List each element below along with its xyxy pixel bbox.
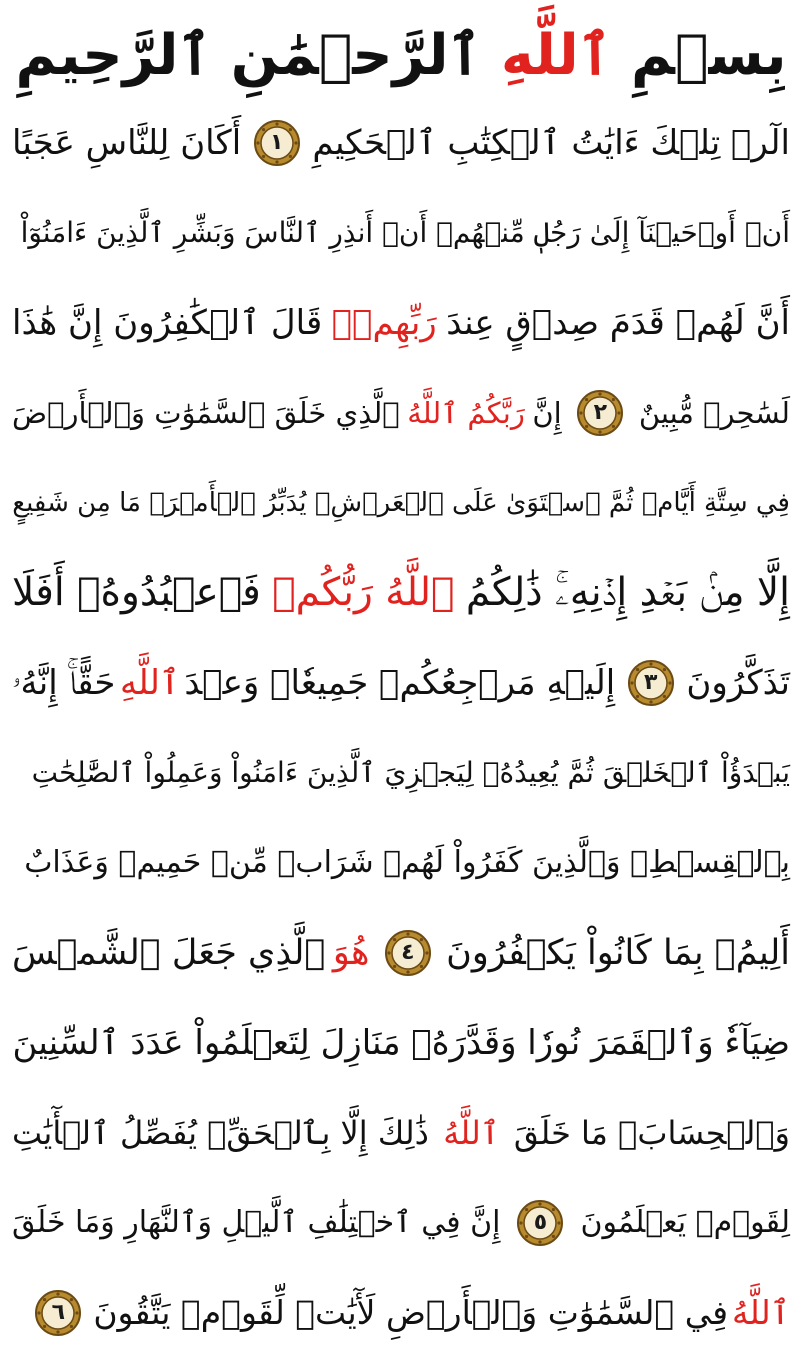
verse-text: أَنۡ أَوۡحَيۡنَآ إِلَىٰ رَجُلٖ مِّنۡهُمۡ أَنۡ أَنذِرِ ٱلنَّاسَ وَبَشِّرِ ٱلَّذِينَ ءَامَنُوٓاْ (20, 216, 790, 249)
verse-text: لِقَوۡمٖ يَعۡلَمُونَ (580, 1205, 790, 1240)
verse-text: ٱلَّذِي خَلَقَ ٱلسَّمَٰوَٰتِ وَٱلۡأَرۡضَ (12, 396, 400, 430)
basmala-bism: بِسۡمِ (631, 23, 787, 88)
divine-name-text: ٱللَّهُ (731, 1293, 790, 1332)
divine-name-text: ٱللَّهُ (443, 1114, 500, 1152)
verse-line (10, 638, 792, 728)
verse-text: أَكَانَ لِلنَّاسِ عَجَبًا (12, 123, 242, 163)
divine-name-text: رَبِّهِمۡۗ (331, 303, 437, 343)
verse-text: فِي سِتَّةِ أَيَّامٖ ثُمَّ ٱسۡتَوَىٰ عَلَى ٱلۡعَرۡشِۖ يُدَبِّرُ ٱلۡأَمۡرَۖ مَا مِن شَفِيعٍ (12, 488, 790, 518)
basmala-header (0, 14, 802, 98)
verse-text: ذَٰلِكَ إِلَّا بِٱلۡحَقِّۚ يُفَصِّلُ ٱلۡأٓيَٰتِ (12, 1114, 429, 1152)
verse-text: حَقًّاۚ إِنَّهُۥ (12, 663, 116, 703)
basmala-allah: ٱللَّهِ (500, 23, 612, 88)
verse-text: إِلَيۡهِ مَرۡجِعُكُمۡ جَمِيعٗاۖ وَعۡدَ (184, 663, 616, 703)
verse-lines (10, 98, 792, 1332)
verse-line (10, 368, 792, 458)
verse-line (10, 548, 792, 638)
divine-name-text: هُوَ (332, 933, 370, 973)
verse-text: وَٱلۡحِسَابَۚ مَا خَلَقَ (513, 1114, 790, 1152)
verse-line (10, 908, 792, 998)
verse-text: بِٱلۡقِسۡطِۚ وَٱلَّذِينَ كَفَرُواْ لَهُمۡ شَرَابٞ مِّنۡ حَمِيمٖ وَعَذَابٌ (24, 845, 790, 880)
ayah-end-marker (383, 928, 433, 978)
verse-text: إِنَّ فِي ٱخۡتِلَٰفِ ٱلَّيۡلِ وَٱلنَّهَارِ وَمَا خَلَقَ (12, 1205, 501, 1240)
verse-text: ٱلَّذِي جَعَلَ ٱلشَّمۡسَ (12, 933, 326, 973)
ayah-number: ١ (270, 130, 284, 155)
ayah-number: ٣ (644, 670, 658, 695)
ayah-number: ٦ (51, 1300, 66, 1325)
ayah-number: ٤ (401, 940, 415, 965)
verse-line (10, 1088, 792, 1178)
basmala-rahman-rahim: ٱلرَّحۡمَٰنِ ٱلرَّحِيمِ (15, 23, 482, 88)
verse-line (10, 458, 792, 548)
ayah-end-marker (252, 118, 302, 168)
verse-line (10, 188, 792, 278)
verse-text: فِي ٱلسَّمَٰوَٰتِ وَٱلۡأَرۡضِ لَأٓيَٰتٖ لِّقَوۡمٖ يَتَّقُونَ (93, 1293, 728, 1332)
verse-line (10, 1178, 792, 1268)
ayah-end-marker (515, 1198, 565, 1248)
verse-line (10, 1268, 792, 1358)
divine-name-text: ٱللَّهُ رَبُّكُمۡ (272, 570, 455, 615)
verse-text: إِلَّا مِنۢ بَعۡدِ إِذۡنِهِۦۚ ذَٰلِكُمُ (465, 570, 790, 615)
ayah-end-marker (626, 658, 676, 708)
divine-name-text: رَبَّكُمُ ٱللَّهُ (407, 396, 525, 430)
ayah-number: ٢ (593, 400, 607, 425)
verse-line (10, 728, 792, 818)
verse-text: ضِيَآءٗ وَٱلۡقَمَرَ نُورٗا وَقَدَّرَهُۥ مَنَازِلَ لِتَعۡلَمُواْ عَدَدَ ٱلسِّنِينَ (12, 1023, 790, 1063)
ayah-end-marker (575, 388, 625, 438)
verse-text: لَسَٰحِرٞ مُّبِينٌ (638, 396, 790, 430)
ayah-end-marker (33, 1288, 83, 1338)
verse-text: إِنَّ (532, 396, 562, 430)
verse-text: أَلِيمُۢ بِمَا كَانُواْ يَكۡفُرُونَ (446, 933, 790, 973)
ayah-number: ٥ (533, 1210, 548, 1235)
verse-line (10, 818, 792, 908)
verse-text: أَنَّ لَهُمۡ قَدَمَ صِدۡقٍ عِندَ (446, 303, 790, 343)
verse-text: يَبۡدَؤُاْ ٱلۡخَلۡقَ ثُمَّ يُعِيدُهُۥ لِيَجۡزِيَ ٱلَّذِينَ ءَامَنُواْ وَعَمِلُواْ ٱلصَّٰلِحَٰتِ (31, 756, 790, 789)
verse-line (10, 98, 792, 188)
verse-text: قَالَ ٱلۡكَٰفِرُونَ إِنَّ هَٰذَا (12, 303, 323, 343)
verse-text: الٓرۚ تِلۡكَ ءَايَٰتُ ٱلۡكِتَٰبِ ٱلۡحَكِيمِ (312, 123, 790, 163)
verse-line (10, 278, 792, 368)
verse-text: فَٱعۡبُدُوهُۚ أَفَلَا (12, 570, 261, 615)
divine-name-text: ٱللَّهِ (120, 663, 180, 703)
verse-line (10, 998, 792, 1088)
verse-text: تَذَكَّرُونَ (686, 663, 790, 703)
